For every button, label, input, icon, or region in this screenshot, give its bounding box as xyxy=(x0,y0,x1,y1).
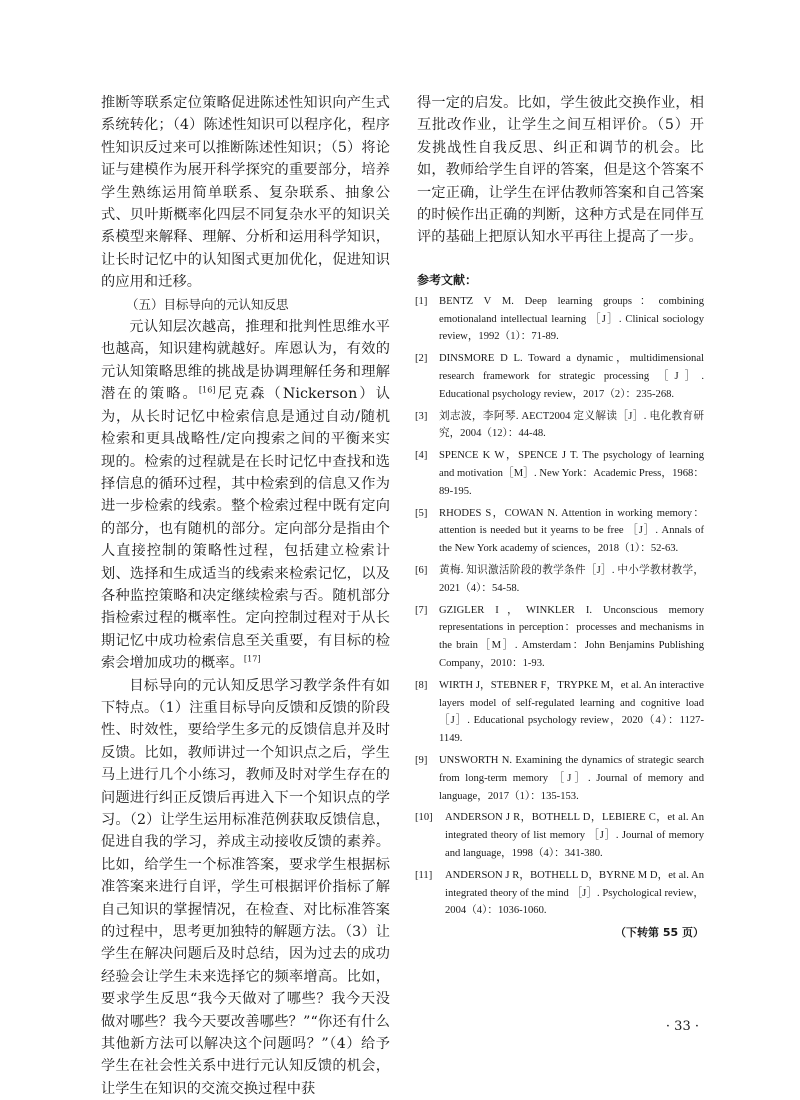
reference-number: [7] xyxy=(415,604,428,616)
reference-item xyxy=(417,867,704,920)
reference-item xyxy=(417,350,704,403)
reference-text: 黄梅. 知识激活阶段的教学条件［J］. 中小学教材教学，2021（4）：54-58. xyxy=(439,565,704,594)
reference-text: SPENCE K W，SPENCE J T. The psychology of learning and motivation［M］. New York：Academic Press，1968：89-195. xyxy=(439,450,704,497)
reference-number: [1] xyxy=(415,295,428,307)
reference-number: [10] xyxy=(415,812,433,824)
reference-item xyxy=(417,447,704,500)
references-title: 参考文献： xyxy=(417,272,478,287)
body-text: 元认知层次越高，推理和批判性思维水平也越高，知识建构就越好。库恩认为，有效的元认知策略思维的挑战是协调理解任务和理解潜在的策略。 xyxy=(101,319,390,403)
reference-text: DINSMORE D L. Toward a dynamic，multidimensional research framework for strategic processing ［J］. Educational psychology review，2017（2）：235-268. xyxy=(439,353,704,400)
reference-text: UNSWORTH N. Examining the dynamics of strategic search from long-term memory ［J］. Journal of memory and language，2017（1）：135-153. xyxy=(439,754,704,802)
left-column xyxy=(101,92,390,1100)
reference-item xyxy=(417,602,704,673)
reference-item xyxy=(417,752,704,805)
reference-item xyxy=(417,809,704,862)
citation-marker: [16] xyxy=(198,385,216,395)
reference-number: [3] xyxy=(415,410,428,422)
body-paragraph: 得一定的启发。比如，学生彼此交换作业，相互批改作业，让学生之间互相评价。（5）开发挑战性自我反思、纠正和调节的机会。比如，教师给学生自评的答案，但是这个答案不一定正确，让学生在评估教师答案和自己答案的时候作出正确的判断，这种方式是在同伴互评的基础上把原认知水平再往上提高了一步。 xyxy=(417,95,704,246)
reference-text: 刘志波，李阿琴. AECT2004 定义解读［J］. 电化教育研究，2004（12）：44-48. xyxy=(439,410,704,440)
body-paragraph: 目标导向的元认知反思学习教学条件有如下特点。（1）注重目标导向反馈和反馈的阶段性、时效性，要给学生多元的反馈信息并及时反馈。比如，教师讲过一个知识点之后，学生马上进行几个小练习，教师及时对学生存在的问题进行纠正反馈后再进入下一个知识点的学习。（2）让学生运用标准范例获取反馈信息，促进自我的学习，养成主动接收反馈的素养。比如，给学生一个标准答案，要求学生根据标准答案来进行自评，学生可根据评价指标了解自己知识的掌握情况，在检查、对比标准答案的过程中，思考更加独特的解题方法。（3）让学生在解决问题后及时总结，因为过去的成功经验会让学生未来选择它的频率增高。比如，要求学生反思“我今天做对了哪些？我今天没做对哪些？我今天要改善哪些？”“你还有什么其他新方法可以解决这个问题吗？”（4）给予学生在社会性关系中进行元认知反馈的机会，让学生在知识的交流交换过程中获 xyxy=(101,677,390,1097)
reference-text: ANDERSON J R，BOTHELL D，LEBIERE C，et al. An integrated theory of list memory ［J］. Journal of memory and language，1998（4）：341-380. xyxy=(445,812,704,859)
reference-text: BENTZ V M. Deep learning groups：combining emotionaland intellectual learning ［J］. Clinical sociology review，1992（1）：71-89. xyxy=(439,295,704,343)
reference-item xyxy=(417,408,704,444)
body-paragraph: 推断等联系定位策略促进陈述性知识向产生式系统转化；（4）陈述性知识可以程序化，程序性知识反过来可以推断陈述性知识；（5）将论证与建模作为展开科学探究的重要部分，培养学生熟练运用简单联系、复杂联系、抽象公式、贝叶斯概率化四层不同复杂水平的知识关系模型来解释、理解、分析和运用科学知识，让长时记忆中的认知图式更加优化，促进知识的应用和迁移。 xyxy=(101,95,390,291)
continued-note: （下转第 55 页） xyxy=(615,926,704,940)
reference-text: ANDERSON J R，BOTHELL D，BYRNE M D，et al. An integrated theory of the mind ［J］. Psychological review，2004（4）：1036-1060. xyxy=(445,869,704,917)
reference-item xyxy=(417,293,704,346)
body-text: 尼克森（Nickerson）认为，从长时记忆中检索信息是通过自动/随机检索和更具战略性/定向搜索之间的平衡来实现的。检索的过程就是在长时记忆中查找和选择信息的循环过程，其中检索到的信息又作为进一步检索的线索。整个检索过程中既有定向的部分，也有随机的部分。定向部分是指由个人直接控制的策略性过程，包括建立检索计划、选择和生成适当的线索来检索记忆，以及各种监控策略和决定继续检索与否。随机部分指检索过程的概率性。定向控制过程对于从长期记忆中成功检索信息至关重要，有目标的检索会增加成功的概率。 xyxy=(101,386,390,672)
section-heading: （五）目标导向的元认知反思 xyxy=(126,296,289,312)
reference-number: [2] xyxy=(415,353,428,365)
page-number: · 33 · xyxy=(665,1019,699,1034)
reference-text: WIRTH J，STEBNER F，TRYPKE M，et al. An interactive layers model of self-regulated learning and cognitive load ［J］. Educational psychology review，2020（4）：1127-1149. xyxy=(439,679,704,745)
reference-text: GZIGLER I，WINKLER I. Unconscious memory representations in perception：processes and mechanisms in the brain［M］. Amsterdam：John Benjamins Publishing Company，2010：1-93. xyxy=(439,604,704,669)
citation-marker: [17] xyxy=(243,654,261,664)
reference-list xyxy=(417,293,704,920)
body-paragraph xyxy=(101,316,390,675)
reference-item xyxy=(417,677,704,748)
reference-item xyxy=(417,505,704,558)
reference-number: [11] xyxy=(415,869,433,881)
reference-item xyxy=(417,562,704,598)
reference-number: [6] xyxy=(415,565,428,576)
reference-number: [8] xyxy=(415,679,428,691)
reference-number: [9] xyxy=(415,754,428,766)
right-column xyxy=(417,92,704,940)
reference-number: [5] xyxy=(415,507,428,519)
reference-text: RHODES S，COWAN N. Attention in working memory：attention is needed but it yearns to be free ［J］. Annals of the New York academy of sciences，2018（1）：52-63. xyxy=(439,507,704,555)
reference-number: [4] xyxy=(415,450,428,462)
